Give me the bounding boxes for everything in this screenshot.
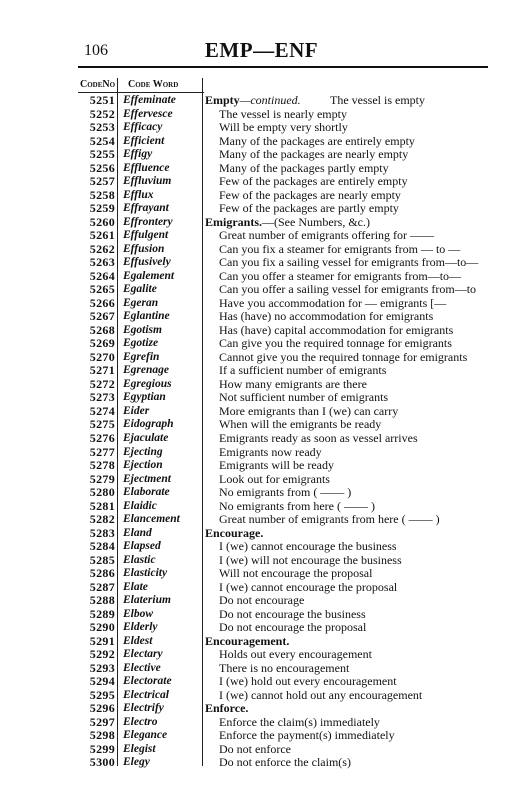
code-word: Elapsed bbox=[123, 540, 161, 553]
code-number: 5252 bbox=[89, 106, 115, 121]
page-header: EMP—ENF bbox=[204, 38, 319, 62]
table-row bbox=[0, 405, 523, 419]
code-word: Eider bbox=[123, 404, 150, 417]
code-word: Egalement bbox=[123, 269, 175, 282]
code-word: Elastic bbox=[123, 553, 156, 566]
phrase: Emigrants ready as soon as vessel arrives bbox=[219, 432, 418, 445]
phrase: Do not encourage the proposal bbox=[219, 621, 367, 635]
phrase: I (we) cannot encourage the business bbox=[219, 540, 397, 554]
table-row bbox=[0, 446, 523, 460]
table-row bbox=[0, 743, 523, 757]
phrase: Can you offer a sailing vessel for emigrants from—to bbox=[219, 283, 477, 297]
code-number: 5290 bbox=[89, 620, 115, 635]
phrase: Few of the packages are entirely empty bbox=[219, 175, 408, 189]
table-row bbox=[0, 608, 523, 622]
table-row bbox=[0, 486, 523, 500]
phrase: Can give you the required tonnage for emigrants bbox=[219, 337, 452, 351]
code-word: Effervesce bbox=[123, 107, 173, 120]
code-word: Eldest bbox=[123, 634, 153, 647]
code-number: 5256 bbox=[89, 160, 115, 175]
phrase: I (we) will not encourage the business bbox=[219, 553, 402, 567]
code-number: 5286 bbox=[89, 566, 115, 581]
section-heading bbox=[205, 702, 490, 716]
table-row bbox=[0, 567, 523, 581]
phrase: When will the emigrants be ready bbox=[219, 418, 382, 432]
phrase: Can you fix a sailing vessel for emigrants from—to— bbox=[219, 256, 479, 270]
column-header-code-no: CodeNo bbox=[80, 79, 116, 90]
phrase: No emigrants from here ( —— ) bbox=[219, 499, 375, 513]
code-word: Elegance bbox=[123, 729, 168, 742]
code-number: 5272 bbox=[89, 376, 115, 391]
code-word: Egregious bbox=[123, 377, 172, 390]
code-number: 5268 bbox=[89, 322, 115, 337]
code-word: Effluence bbox=[123, 161, 170, 174]
phrase: Do not encourage bbox=[219, 594, 305, 608]
code-number: 5300 bbox=[89, 755, 115, 770]
table-row bbox=[0, 689, 523, 703]
phrase: The vessel is empty bbox=[330, 94, 425, 107]
code-word: Effusion bbox=[123, 242, 165, 255]
table-row bbox=[0, 527, 523, 541]
code-number: 5269 bbox=[89, 336, 115, 351]
table-row bbox=[0, 364, 523, 378]
phrase: Do not encourage the business bbox=[219, 607, 366, 621]
code-number: 5289 bbox=[89, 606, 115, 621]
code-number: 5292 bbox=[89, 647, 115, 662]
code-word: Efficient bbox=[123, 134, 165, 147]
phrase: Has (have) no accommodation for emigrants bbox=[219, 310, 434, 324]
code-word: Effigy bbox=[123, 148, 153, 161]
code-number: 5299 bbox=[89, 741, 115, 756]
phrase: I (we) hold out every encouragement bbox=[219, 675, 397, 689]
code-word: Elegist bbox=[123, 742, 156, 755]
table-row bbox=[0, 581, 523, 595]
table-row bbox=[0, 540, 523, 554]
code-word: Elancement bbox=[123, 513, 180, 526]
phrase: There is no encouragement bbox=[219, 661, 350, 675]
code-number: 5271 bbox=[89, 363, 115, 378]
section-heading-text: Encourage. bbox=[205, 526, 264, 540]
code-number: 5270 bbox=[89, 349, 115, 364]
table-row bbox=[0, 716, 523, 730]
table-row bbox=[0, 270, 523, 284]
code-number: 5278 bbox=[89, 458, 115, 473]
code-number: 5293 bbox=[89, 660, 115, 675]
code-word: Ejaculate bbox=[123, 432, 169, 444]
code-number: 5275 bbox=[89, 417, 115, 432]
code-number: 5282 bbox=[89, 512, 115, 527]
code-number: 5254 bbox=[89, 133, 115, 148]
phrase: Few of the packages are nearly empty bbox=[219, 188, 401, 202]
phrase: Emigrants now ready bbox=[219, 445, 322, 459]
section-continued: —continued. bbox=[239, 94, 301, 107]
phrase: Great number of emigrants from here ( —— ) bbox=[219, 513, 440, 527]
code-word: Electrical bbox=[123, 688, 169, 701]
phrase: I (we) cannot encourage the proposal bbox=[219, 580, 398, 594]
table-row bbox=[0, 148, 523, 162]
code-word: Egotism bbox=[123, 323, 162, 336]
code-number: 5265 bbox=[89, 282, 115, 297]
phrase: Can you fix a steamer for emigrants from — to — bbox=[219, 242, 461, 256]
code-number: 5284 bbox=[89, 539, 115, 554]
code-number: 5281 bbox=[89, 498, 115, 513]
code-number: 5287 bbox=[89, 579, 115, 594]
table-row bbox=[0, 432, 523, 446]
code-word: Elasticity bbox=[123, 567, 168, 580]
code-word: Electrify bbox=[123, 702, 164, 715]
code-word: Ejecting bbox=[123, 445, 163, 458]
phrase: Has (have) capital accommodation for emigrants bbox=[219, 323, 454, 337]
code-number: 5297 bbox=[89, 714, 115, 729]
section-note: —(See Numbers, &c.) bbox=[262, 215, 370, 229]
table-row bbox=[0, 337, 523, 351]
page-number: 106 bbox=[84, 42, 108, 59]
code-word: Egyptian bbox=[123, 391, 166, 404]
table-row bbox=[0, 189, 523, 203]
phrase: Holds out every encouragement bbox=[219, 648, 372, 662]
section-heading bbox=[205, 527, 490, 541]
code-word: Elaidic bbox=[123, 499, 157, 512]
phrase: More emigrants than I (we) can carry bbox=[219, 404, 399, 418]
phrase: Many of the packages partly empty bbox=[219, 161, 389, 175]
table-row bbox=[0, 229, 523, 243]
table-row bbox=[0, 702, 523, 716]
table-row bbox=[0, 675, 523, 689]
code-number: 5280 bbox=[89, 485, 115, 500]
section-heading-text: Encouragement. bbox=[205, 634, 290, 648]
code-word: Elbow bbox=[123, 607, 154, 620]
table-row bbox=[0, 121, 523, 135]
code-word: Electorate bbox=[123, 675, 172, 688]
table-row bbox=[0, 351, 523, 365]
code-word: Egalite bbox=[123, 283, 157, 296]
phrase: Will not encourage the proposal bbox=[219, 567, 373, 581]
table-row bbox=[0, 256, 523, 270]
table-row bbox=[0, 310, 523, 324]
section-heading-text: Enforce. bbox=[205, 702, 249, 716]
column-header-code-word: Code Word bbox=[128, 79, 179, 90]
code-number: 5261 bbox=[89, 228, 115, 243]
code-number: 5257 bbox=[89, 174, 115, 189]
phrase: Do not enforce the claim(s) bbox=[219, 756, 351, 770]
section-heading bbox=[205, 216, 490, 230]
code-number: 5267 bbox=[89, 309, 115, 324]
table-row bbox=[0, 554, 523, 568]
code-number: 5253 bbox=[89, 120, 115, 135]
code-word: Efficacy bbox=[123, 121, 163, 134]
table-row bbox=[0, 202, 523, 216]
section-heading-text: Emigrants. bbox=[205, 215, 262, 229]
code-number: 5296 bbox=[89, 701, 115, 716]
code-word: Ejection bbox=[123, 459, 163, 472]
code-number: 5291 bbox=[89, 633, 115, 648]
code-word: Electro bbox=[123, 715, 158, 728]
phrase: Great number of emigrants offering for —— bbox=[219, 229, 435, 243]
code-number: 5285 bbox=[89, 552, 115, 567]
code-number: 5274 bbox=[89, 403, 115, 418]
table-row bbox=[0, 513, 523, 527]
table-row bbox=[0, 635, 523, 649]
phrase: Have you accommodation for — emigrants [— bbox=[219, 296, 447, 310]
table-row bbox=[0, 729, 523, 743]
table-row bbox=[0, 283, 523, 297]
phrase: If a sufficient number of emigrants bbox=[219, 364, 387, 378]
phrase: Enforce the payment(s) immediately bbox=[219, 729, 395, 743]
code-word: Eglantine bbox=[123, 310, 170, 323]
table-row bbox=[0, 297, 523, 311]
code-word: Elderly bbox=[123, 621, 158, 634]
table-row bbox=[0, 175, 523, 189]
section-heading bbox=[205, 635, 490, 649]
table-row bbox=[0, 473, 523, 487]
code-number: 5259 bbox=[89, 201, 115, 216]
phrase: Will be empty very shortly bbox=[219, 121, 348, 135]
section-heading-text: Empty bbox=[205, 94, 240, 107]
code-number: 5263 bbox=[89, 255, 115, 270]
code-number: 5295 bbox=[89, 687, 115, 702]
phrase: Many of the packages are nearly empty bbox=[219, 148, 409, 162]
table-row bbox=[0, 662, 523, 676]
code-number: 5298 bbox=[89, 728, 115, 743]
phrase: The vessel is nearly empty bbox=[219, 107, 347, 121]
code-word: Elective bbox=[123, 661, 161, 674]
phrase: Few of the packages are partly empty bbox=[219, 202, 399, 216]
code-word: Egotize bbox=[123, 337, 159, 350]
phrase: Can you offer a steamer for emigrants from—to— bbox=[219, 269, 462, 283]
code-word: Effrontery bbox=[123, 215, 173, 228]
phrase: Emigrants will be ready bbox=[219, 459, 334, 473]
code-number: 5277 bbox=[89, 444, 115, 459]
phrase: Enforce the claim(s) immediately bbox=[219, 715, 380, 729]
phrase: Do not enforce bbox=[219, 742, 291, 756]
code-word: Egrenage bbox=[123, 364, 169, 377]
code-number: 5255 bbox=[89, 147, 115, 162]
code-number: 5294 bbox=[89, 674, 115, 689]
header-rule bbox=[78, 66, 488, 68]
code-number: 5276 bbox=[89, 431, 115, 445]
code-number: 5273 bbox=[89, 390, 115, 405]
table-row bbox=[0, 216, 523, 230]
table-row bbox=[0, 243, 523, 257]
table-row bbox=[0, 648, 523, 662]
code-number: 5262 bbox=[89, 241, 115, 256]
table-row bbox=[0, 459, 523, 473]
code-number: 5266 bbox=[89, 295, 115, 310]
code-word: Eland bbox=[123, 526, 152, 539]
table-row bbox=[0, 500, 523, 514]
code-number: 5260 bbox=[89, 214, 115, 229]
code-word: Effrayant bbox=[123, 202, 169, 215]
table-row bbox=[0, 621, 523, 635]
code-word: Ejectment bbox=[123, 472, 171, 485]
code-word: Efflux bbox=[123, 188, 154, 201]
code-word: Elate bbox=[123, 580, 148, 593]
code-word: Effluvium bbox=[123, 175, 172, 188]
code-word: Eidograph bbox=[123, 418, 174, 431]
code-number: 5288 bbox=[89, 593, 115, 608]
phrase: Not sufficient number of emigrants bbox=[219, 391, 389, 405]
code-number: 5279 bbox=[89, 471, 115, 486]
code-word: Electary bbox=[123, 648, 163, 661]
code-word: Effulgent bbox=[123, 229, 169, 242]
table-row bbox=[0, 418, 523, 432]
phrase: Look out for emigrants bbox=[219, 472, 330, 486]
code-number: 5258 bbox=[89, 187, 115, 202]
code-word: Egeran bbox=[123, 296, 159, 309]
phrase: Many of the packages are entirely empty bbox=[219, 134, 415, 148]
code-word: Effeminate bbox=[123, 94, 176, 106]
table-row bbox=[0, 135, 523, 149]
code-number: 5251 bbox=[89, 93, 115, 107]
code-word: Elegy bbox=[123, 756, 150, 769]
phrase: How many emigrants are there bbox=[219, 377, 367, 391]
table-row bbox=[0, 756, 523, 770]
code-word: Elaborate bbox=[123, 486, 170, 499]
code-number: 5283 bbox=[89, 525, 115, 540]
table-row bbox=[0, 378, 523, 392]
code-word: Effusively bbox=[123, 256, 171, 269]
table-row bbox=[0, 108, 523, 122]
phrase: No emigrants from ( —— ) bbox=[219, 486, 352, 500]
phrase: I (we) cannot hold out any encouragement bbox=[219, 688, 423, 702]
table-row bbox=[0, 94, 523, 108]
phrase: Cannot give you the required tonnage for emigrants bbox=[219, 350, 468, 364]
table-row bbox=[0, 594, 523, 608]
table-row bbox=[0, 162, 523, 176]
table-row bbox=[0, 391, 523, 405]
code-number: 5264 bbox=[89, 268, 115, 283]
code-word: Egrefin bbox=[123, 350, 160, 363]
code-word: Elaterium bbox=[123, 594, 171, 607]
table-row bbox=[0, 324, 523, 338]
